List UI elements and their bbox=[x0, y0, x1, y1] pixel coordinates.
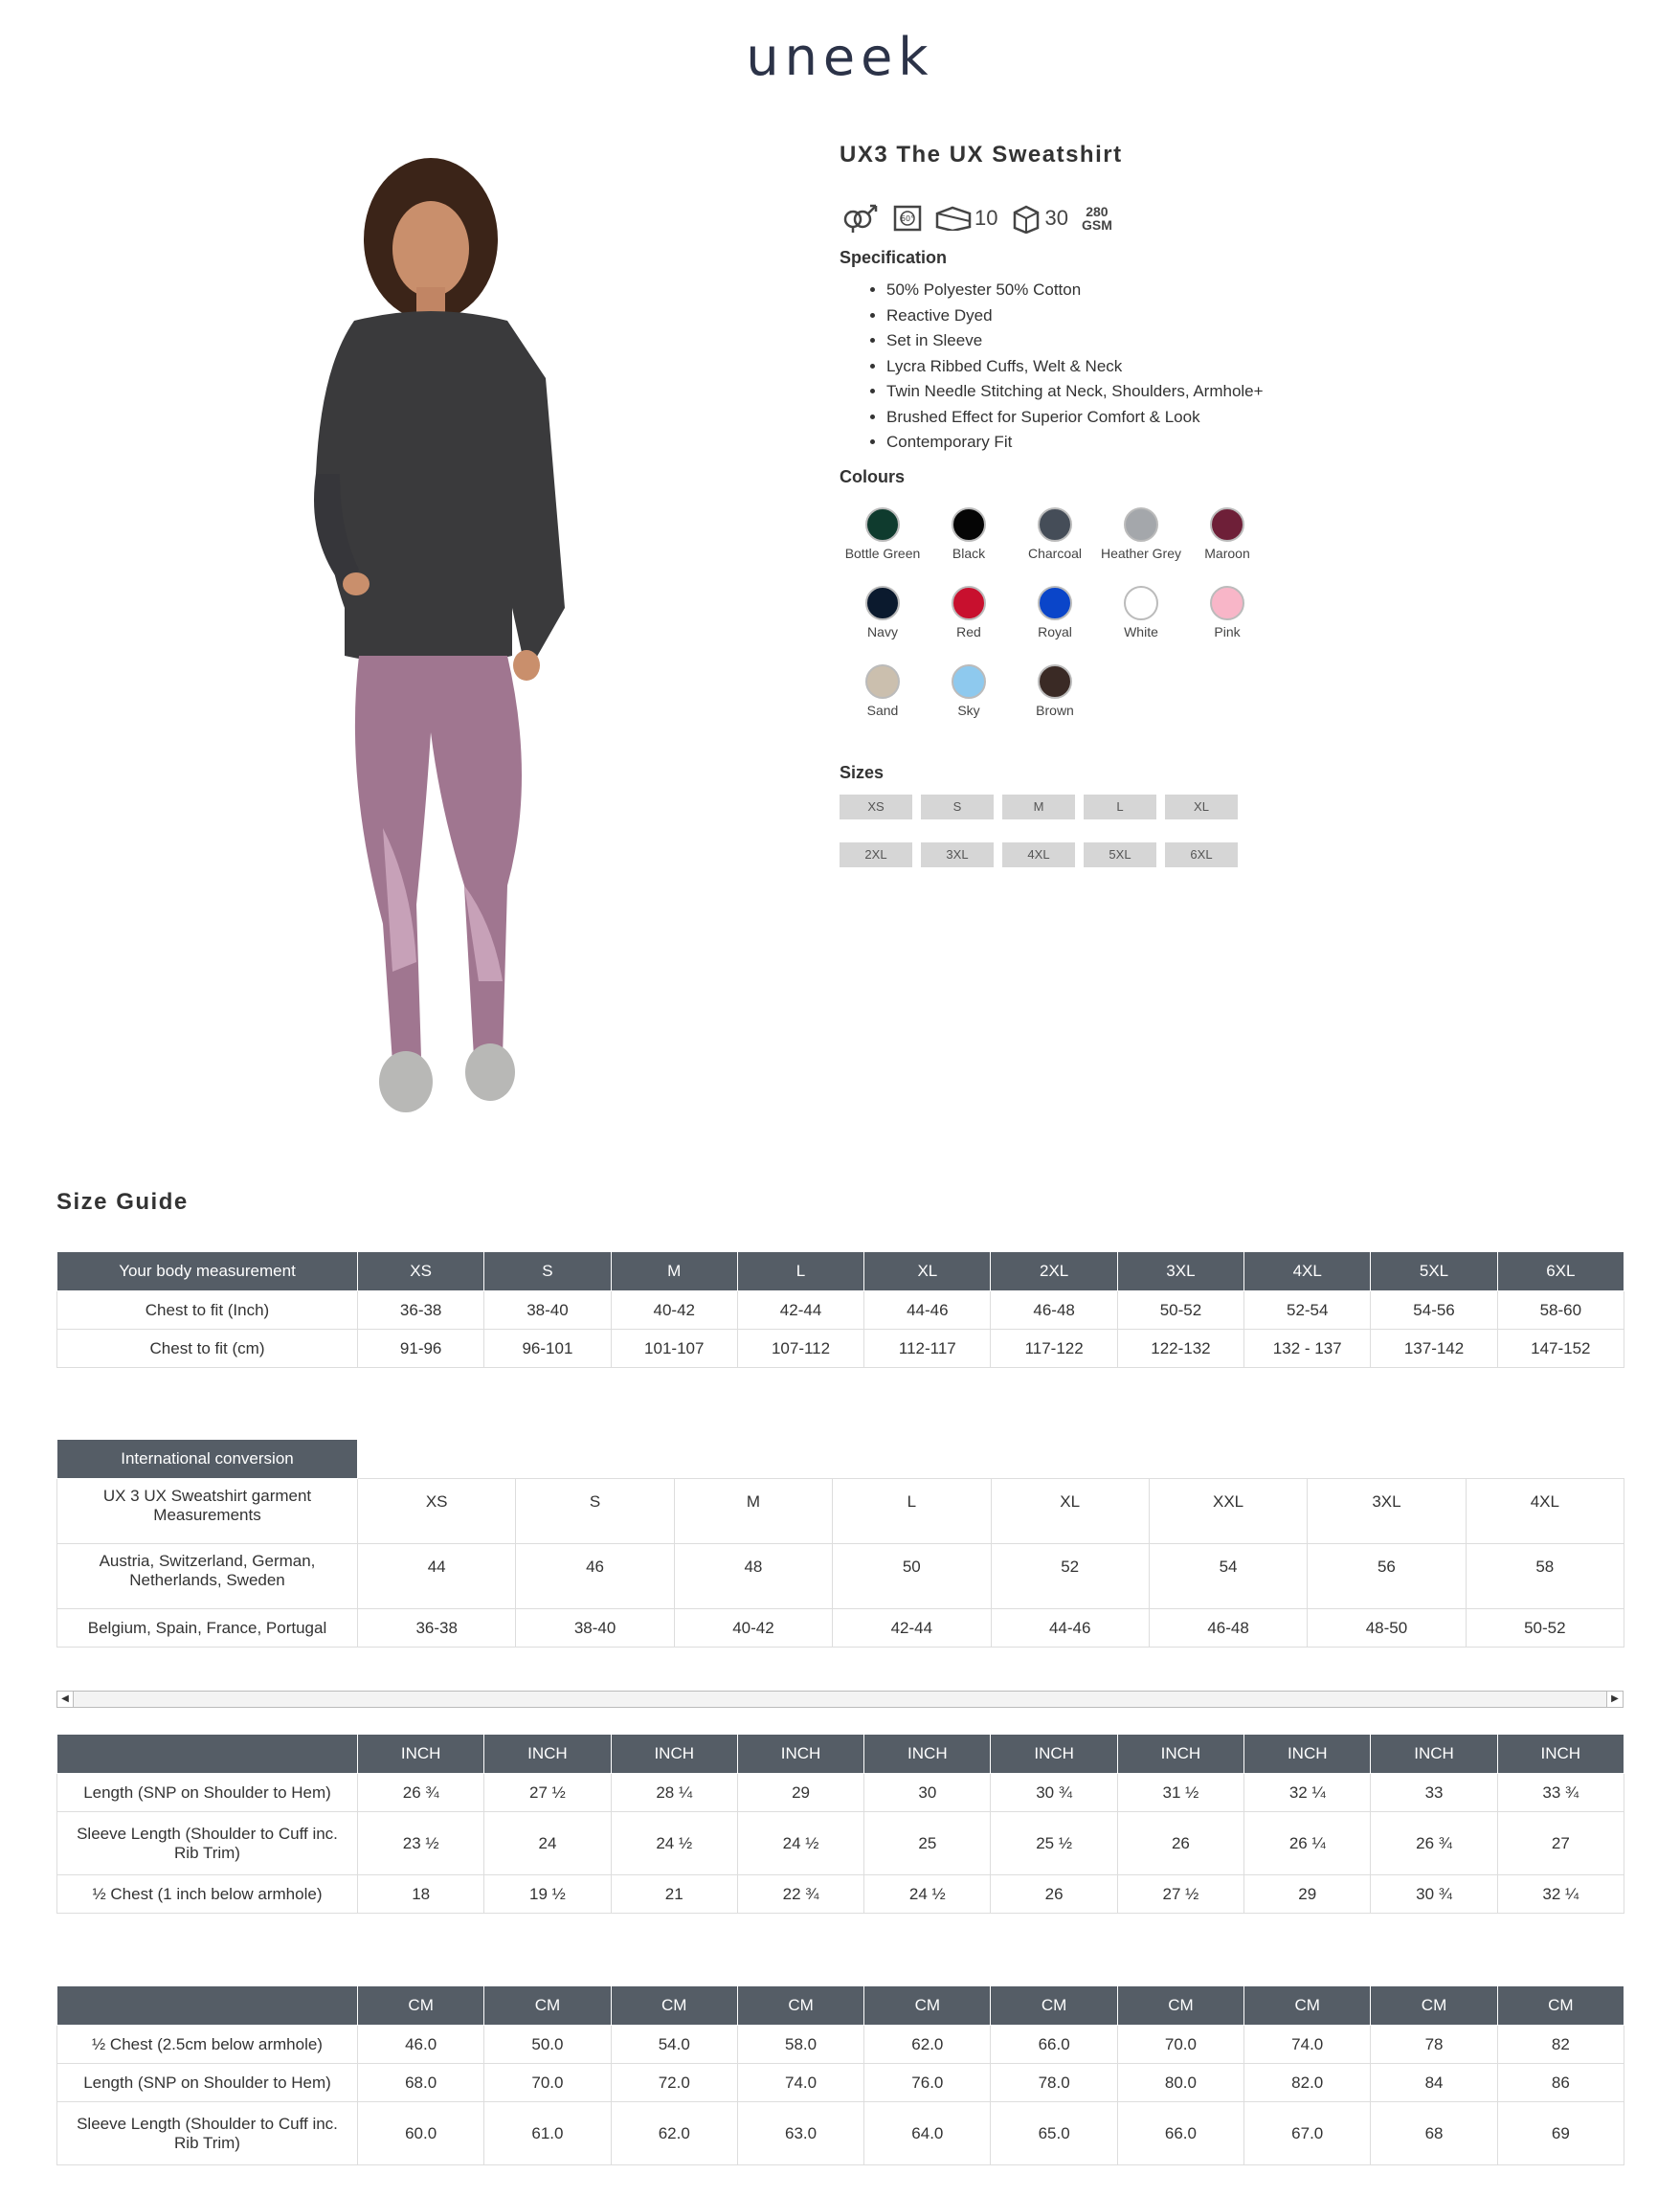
table-cell: 82 bbox=[1497, 2026, 1624, 2064]
colour-swatch[interactable] bbox=[840, 664, 926, 720]
colour-name: Bottle Green bbox=[844, 546, 921, 561]
table-cell: 82.0 bbox=[1244, 2064, 1371, 2102]
table-cell: 74.0 bbox=[737, 2064, 863, 2102]
brand-logo: uneek bbox=[746, 27, 934, 87]
table-header-cell: CM bbox=[1117, 1986, 1243, 2026]
table-cell: 24 bbox=[484, 1812, 611, 1875]
table-header-cell: CM bbox=[611, 1986, 737, 2026]
table-cell: 61.0 bbox=[484, 2102, 611, 2165]
row-label: Length (SNP on Shoulder to Hem) bbox=[57, 1774, 358, 1812]
table-header-cell: CM bbox=[484, 1986, 611, 2026]
table-cell: 122-132 bbox=[1117, 1330, 1243, 1368]
colour-name: Charcoal bbox=[1027, 546, 1083, 561]
table-cell: 56 bbox=[1308, 1544, 1466, 1609]
box-icon bbox=[1011, 203, 1067, 234]
table-header-cell: INCH bbox=[1117, 1735, 1243, 1774]
garment-cm-table bbox=[56, 1985, 1624, 2165]
colour-name: Red bbox=[956, 624, 981, 639]
table-cell: 36-38 bbox=[358, 1609, 516, 1648]
table-cell: 70.0 bbox=[484, 2064, 611, 2102]
table-cell: 65.0 bbox=[991, 2102, 1117, 2165]
colour-name: Black bbox=[952, 546, 986, 561]
table-row bbox=[57, 1875, 1624, 1914]
table-cell: 132 - 137 bbox=[1244, 1330, 1371, 1368]
table-cell: 54 bbox=[1149, 1544, 1307, 1609]
table-cell: XL bbox=[991, 1479, 1149, 1544]
table-header-cell: Your body measurement bbox=[57, 1252, 358, 1291]
table-cell: 18 bbox=[358, 1875, 484, 1914]
table-cell: 42-44 bbox=[833, 1609, 991, 1648]
table-cell: 40-42 bbox=[674, 1609, 832, 1648]
gsm-icon bbox=[1082, 205, 1112, 232]
table-cell: 46.0 bbox=[358, 2026, 484, 2064]
specification-item: • Reactive Dyed bbox=[886, 303, 1264, 329]
table-cell: XS bbox=[358, 1479, 516, 1544]
row-label: Belgium, Spain, France, Portugal bbox=[57, 1609, 358, 1648]
colours-heading: Colours bbox=[840, 467, 906, 486]
scroll-left-icon[interactable]: ◀ bbox=[57, 1692, 74, 1707]
table-row bbox=[57, 1479, 1624, 1544]
table-header-row bbox=[57, 1735, 1624, 1774]
table-header-cell: CM bbox=[1497, 1986, 1624, 2026]
table-cell: 29 bbox=[1244, 1875, 1371, 1914]
table-cell: 27 ½ bbox=[484, 1774, 611, 1812]
table-cell: 52-54 bbox=[1244, 1291, 1371, 1330]
table-header-cell: L bbox=[737, 1252, 863, 1291]
table-cell: 44 bbox=[358, 1544, 516, 1609]
row-label: UX 3 UX Sweatshirt garment Measurements bbox=[57, 1479, 358, 1544]
colour-swatch[interactable] bbox=[1012, 664, 1098, 720]
table-header-cell: CM bbox=[864, 1986, 991, 2026]
table-header-cell: INCH bbox=[864, 1735, 991, 1774]
colour-dot bbox=[865, 664, 900, 699]
table-cell: 46 bbox=[516, 1544, 674, 1609]
size-option[interactable]: XS bbox=[840, 795, 912, 819]
international-conversion-header: International conversion bbox=[57, 1440, 358, 1479]
table-header-cell: 6XL bbox=[1497, 1252, 1624, 1291]
header-spacer bbox=[358, 1440, 1624, 1479]
table-row bbox=[57, 1609, 1624, 1648]
table-cell: 62.0 bbox=[611, 2102, 737, 2165]
specification-item: • Brushed Effect for Superior Comfort & Look bbox=[886, 405, 1264, 431]
unisex-icon bbox=[840, 204, 880, 233]
table-header-row bbox=[57, 1252, 1624, 1291]
table-cell: 58 bbox=[1466, 1544, 1624, 1609]
table-cell: 30 ¾ bbox=[1371, 1875, 1497, 1914]
table-cell: 68 bbox=[1371, 2102, 1497, 2165]
colour-dot bbox=[1038, 586, 1072, 620]
table-header-cell: M bbox=[611, 1252, 737, 1291]
table-header-cell: CM bbox=[991, 1986, 1117, 2026]
colour-dot bbox=[952, 586, 986, 620]
table-cell: 26 bbox=[1117, 1812, 1243, 1875]
table-cell: 44-46 bbox=[864, 1291, 991, 1330]
colour-swatch[interactable] bbox=[1184, 586, 1270, 641]
table-cell: 27 bbox=[1497, 1812, 1624, 1875]
table-cell: 76.0 bbox=[864, 2064, 991, 2102]
table-cell: S bbox=[516, 1479, 674, 1544]
table-cell: 19 ½ bbox=[484, 1875, 611, 1914]
table-cell: 38-40 bbox=[516, 1609, 674, 1648]
table-cell: 30 bbox=[864, 1774, 991, 1812]
colour-dot bbox=[1038, 664, 1072, 699]
table-header-cell: CM bbox=[737, 1986, 863, 2026]
table-header-cell: INCH bbox=[1371, 1735, 1497, 1774]
table-header-cell bbox=[57, 1735, 358, 1774]
row-label: Sleeve Length (Shoulder to Cuff inc. Rib Trim) bbox=[57, 1812, 358, 1875]
table-cell: 70.0 bbox=[1117, 2026, 1243, 2064]
table-cell: 26 ¾ bbox=[1371, 1812, 1497, 1875]
size-option[interactable]: S bbox=[921, 795, 994, 819]
table-cell: 52 bbox=[991, 1544, 1149, 1609]
table-row bbox=[57, 1330, 1624, 1368]
colour-name: Navy bbox=[867, 624, 898, 639]
spec-icons bbox=[840, 203, 1112, 234]
table-cell: 40-42 bbox=[611, 1291, 737, 1330]
pack-icon bbox=[935, 206, 997, 231]
colour-name: Royal bbox=[1038, 624, 1072, 639]
table-cell: 25 ½ bbox=[991, 1812, 1117, 1875]
table-header-cell bbox=[57, 1986, 358, 2026]
product-title: UX3 The UX Sweatshirt bbox=[840, 142, 1123, 168]
table-cell: 69 bbox=[1497, 2102, 1624, 2165]
colour-dot bbox=[1210, 507, 1244, 542]
colour-dot bbox=[952, 507, 986, 542]
specification-item: • Contemporary Fit bbox=[886, 430, 1264, 456]
table-header-cell: INCH bbox=[484, 1735, 611, 1774]
table-cell: 50-52 bbox=[1117, 1291, 1243, 1330]
scroll-right-icon[interactable]: ▶ bbox=[1606, 1692, 1623, 1707]
table-cell: 33 bbox=[1371, 1774, 1497, 1812]
table-cell: 33 ¾ bbox=[1497, 1774, 1624, 1812]
table-header-cell: S bbox=[484, 1252, 611, 1291]
table-cell: 23 ½ bbox=[358, 1812, 484, 1875]
colour-swatch[interactable] bbox=[1184, 507, 1270, 563]
table-cell: 91-96 bbox=[358, 1330, 484, 1368]
sizes-heading: Sizes bbox=[840, 763, 885, 782]
garment-inch-table bbox=[56, 1734, 1624, 1914]
table-row bbox=[57, 2026, 1624, 2064]
box-quantity: 30 bbox=[1044, 206, 1068, 230]
row-label: Sleeve Length (Shoulder to Cuff inc. Rib Trim) bbox=[57, 2102, 358, 2165]
table-header-cell: INCH bbox=[737, 1735, 863, 1774]
table-header-cell: INCH bbox=[991, 1735, 1117, 1774]
table-cell: 66.0 bbox=[991, 2026, 1117, 2064]
colour-dot bbox=[1038, 507, 1072, 542]
table-cell: 96-101 bbox=[484, 1330, 611, 1368]
table-cell: 63.0 bbox=[737, 2102, 863, 2165]
table-cell: 84 bbox=[1371, 2064, 1497, 2102]
specification-item: • Set in Sleeve bbox=[886, 328, 1264, 354]
body-measurement-table bbox=[56, 1251, 1624, 1368]
size-option[interactable]: M bbox=[1002, 795, 1075, 819]
colour-swatch[interactable] bbox=[926, 507, 1012, 563]
table-cell: 147-152 bbox=[1497, 1330, 1624, 1368]
table-cell: 80.0 bbox=[1117, 2064, 1243, 2102]
table-cell: 29 bbox=[737, 1774, 863, 1812]
table-row bbox=[57, 1812, 1624, 1875]
table-cell: 112-117 bbox=[864, 1330, 991, 1368]
colour-swatch[interactable] bbox=[926, 664, 1012, 720]
table-cell: 86 bbox=[1497, 2064, 1624, 2102]
size-option[interactable]: 4XL bbox=[1002, 842, 1075, 867]
colour-swatch[interactable] bbox=[1012, 586, 1098, 641]
table-cell: 32 ¼ bbox=[1497, 1875, 1624, 1914]
table-cell: M bbox=[674, 1479, 832, 1544]
table-cell: 137-142 bbox=[1371, 1330, 1497, 1368]
colour-swatch[interactable] bbox=[840, 586, 926, 641]
table-cell: 32 ¼ bbox=[1244, 1774, 1371, 1812]
size-guide-heading: Size Guide bbox=[56, 1189, 189, 1215]
wash-icon bbox=[893, 205, 922, 232]
table-cell: 24 ½ bbox=[611, 1812, 737, 1875]
table-cell: L bbox=[833, 1479, 991, 1544]
table-cell: 64.0 bbox=[864, 2102, 991, 2165]
row-label: Chest to fit (cm) bbox=[57, 1330, 358, 1368]
table-cell: 25 bbox=[864, 1812, 991, 1875]
table-cell: 38-40 bbox=[484, 1291, 611, 1330]
colour-dot bbox=[1124, 507, 1158, 542]
size-option[interactable]: 5XL bbox=[1084, 842, 1156, 867]
table-cell: 60.0 bbox=[358, 2102, 484, 2165]
table-cell: 22 ¾ bbox=[737, 1875, 863, 1914]
colour-swatch[interactable] bbox=[1098, 507, 1184, 563]
specification-heading: Specification bbox=[840, 248, 948, 267]
colour-swatch[interactable] bbox=[1098, 586, 1184, 641]
table-cell: 4XL bbox=[1466, 1479, 1624, 1544]
table-header-row bbox=[57, 1440, 1624, 1479]
colour-name: Heather Grey bbox=[1100, 546, 1182, 561]
specification-list bbox=[863, 278, 1264, 456]
colour-swatch[interactable] bbox=[1012, 507, 1098, 563]
colour-dot bbox=[865, 586, 900, 620]
colour-dot bbox=[1124, 586, 1158, 620]
table-header-cell: 4XL bbox=[1244, 1252, 1371, 1291]
table-cell: 54.0 bbox=[611, 2026, 737, 2064]
table-cell: 78 bbox=[1371, 2026, 1497, 2064]
table-header-cell: INCH bbox=[611, 1735, 737, 1774]
specification-item: • 50% Polyester 50% Cotton bbox=[886, 278, 1264, 303]
table-cell: 26 bbox=[991, 1875, 1117, 1914]
colour-dot bbox=[865, 507, 900, 542]
table-cell: 46-48 bbox=[1149, 1609, 1307, 1648]
size-option[interactable]: L bbox=[1084, 795, 1156, 819]
colour-swatch[interactable] bbox=[926, 586, 1012, 641]
colour-name: Sand bbox=[866, 703, 899, 718]
model-photo bbox=[287, 158, 603, 1154]
table-row bbox=[57, 1291, 1624, 1330]
table-row bbox=[57, 2102, 1624, 2165]
colour-swatch[interactable] bbox=[840, 507, 926, 563]
size-option[interactable]: 3XL bbox=[921, 842, 994, 867]
table-cell: 24 ½ bbox=[864, 1875, 991, 1914]
pack-quantity: 10 bbox=[974, 206, 998, 230]
table-cell: 50-52 bbox=[1466, 1609, 1624, 1648]
table-cell: 44-46 bbox=[991, 1609, 1149, 1648]
table-row bbox=[57, 1544, 1624, 1609]
table-cell: 50.0 bbox=[484, 2026, 611, 2064]
table-cell: 36-38 bbox=[358, 1291, 484, 1330]
table-header-cell: 3XL bbox=[1117, 1252, 1243, 1291]
size-option[interactable]: 2XL bbox=[840, 842, 912, 867]
table-cell: 48 bbox=[674, 1544, 832, 1609]
table-cell: 58-60 bbox=[1497, 1291, 1624, 1330]
table-row bbox=[57, 1774, 1624, 1812]
table-header-cell: XS bbox=[358, 1252, 484, 1291]
row-label: Length (SNP on Shoulder to Hem) bbox=[57, 2064, 358, 2102]
row-label: ½ Chest (2.5cm below armhole) bbox=[57, 2026, 358, 2064]
specification-item: • Twin Needle Stitching at Neck, Shoulders, Armhole+ bbox=[886, 379, 1264, 405]
table-cell: XXL bbox=[1149, 1479, 1307, 1544]
row-label: Austria, Switzerland, German, Netherlands, Sweden bbox=[57, 1544, 358, 1609]
table-header-cell: CM bbox=[1371, 1986, 1497, 2026]
specification-item: • Lycra Ribbed Cuffs, Welt & Neck bbox=[886, 354, 1264, 380]
table-header-row bbox=[57, 1986, 1624, 2026]
gsm-value: 280 bbox=[1086, 204, 1109, 219]
colour-name: Brown bbox=[1036, 703, 1074, 718]
table-cell: 66.0 bbox=[1117, 2102, 1243, 2165]
table-header-cell: INCH bbox=[1244, 1735, 1371, 1774]
colour-dot bbox=[1210, 586, 1244, 620]
colour-dot bbox=[952, 664, 986, 699]
international-conversion-table bbox=[56, 1439, 1624, 1648]
table-cell: 42-44 bbox=[737, 1291, 863, 1330]
table-cell: 50 bbox=[833, 1544, 991, 1609]
table-cell: 72.0 bbox=[611, 2064, 737, 2102]
table-cell: 62.0 bbox=[864, 2026, 991, 2064]
colour-name: Sky bbox=[957, 703, 980, 718]
table-cell: 68.0 bbox=[358, 2064, 484, 2102]
gsm-unit: GSM bbox=[1081, 217, 1112, 233]
table-header-cell: 5XL bbox=[1371, 1252, 1497, 1291]
table-cell: 58.0 bbox=[737, 2026, 863, 2064]
table-header-cell: CM bbox=[1244, 1986, 1371, 2026]
size-option[interactable]: 6XL bbox=[1165, 842, 1238, 867]
table-cell: 3XL bbox=[1308, 1479, 1466, 1544]
table-header-cell: 2XL bbox=[991, 1252, 1117, 1291]
table-cell: 26 ¾ bbox=[358, 1774, 484, 1812]
table-cell: 31 ½ bbox=[1117, 1774, 1243, 1812]
table-cell: 26 ¼ bbox=[1244, 1812, 1371, 1875]
table-cell: 67.0 bbox=[1244, 2102, 1371, 2165]
table-cell: 28 ¼ bbox=[611, 1774, 737, 1812]
table-cell: 54-56 bbox=[1371, 1291, 1497, 1330]
table-cell: 46-48 bbox=[991, 1291, 1117, 1330]
table-cell: 74.0 bbox=[1244, 2026, 1371, 2064]
svg-text:60°: 60° bbox=[900, 214, 915, 223]
table-cell: 101-107 bbox=[611, 1330, 737, 1368]
table-header-cell: INCH bbox=[1497, 1735, 1624, 1774]
table-cell: 107-112 bbox=[737, 1330, 863, 1368]
horizontal-scrollbar[interactable] bbox=[56, 1691, 1624, 1708]
table-row bbox=[57, 2064, 1624, 2102]
table-header-cell: CM bbox=[358, 1986, 484, 2026]
table-cell: 30 ¾ bbox=[991, 1774, 1117, 1812]
table-cell: 21 bbox=[611, 1875, 737, 1914]
colour-name: Pink bbox=[1214, 624, 1241, 639]
table-cell: 78.0 bbox=[991, 2064, 1117, 2102]
table-cell: 24 ½ bbox=[737, 1812, 863, 1875]
colour-name: Maroon bbox=[1204, 546, 1250, 561]
table-header-cell: INCH bbox=[358, 1735, 484, 1774]
row-label: Chest to fit (Inch) bbox=[57, 1291, 358, 1330]
size-option[interactable]: XL bbox=[1165, 795, 1238, 819]
table-cell: 48-50 bbox=[1308, 1609, 1466, 1648]
table-header-cell: XL bbox=[864, 1252, 991, 1291]
table-cell: 117-122 bbox=[991, 1330, 1117, 1368]
table-cell: 27 ½ bbox=[1117, 1875, 1243, 1914]
row-label: ½ Chest (1 inch below armhole) bbox=[57, 1875, 358, 1914]
colour-name: White bbox=[1124, 624, 1158, 639]
